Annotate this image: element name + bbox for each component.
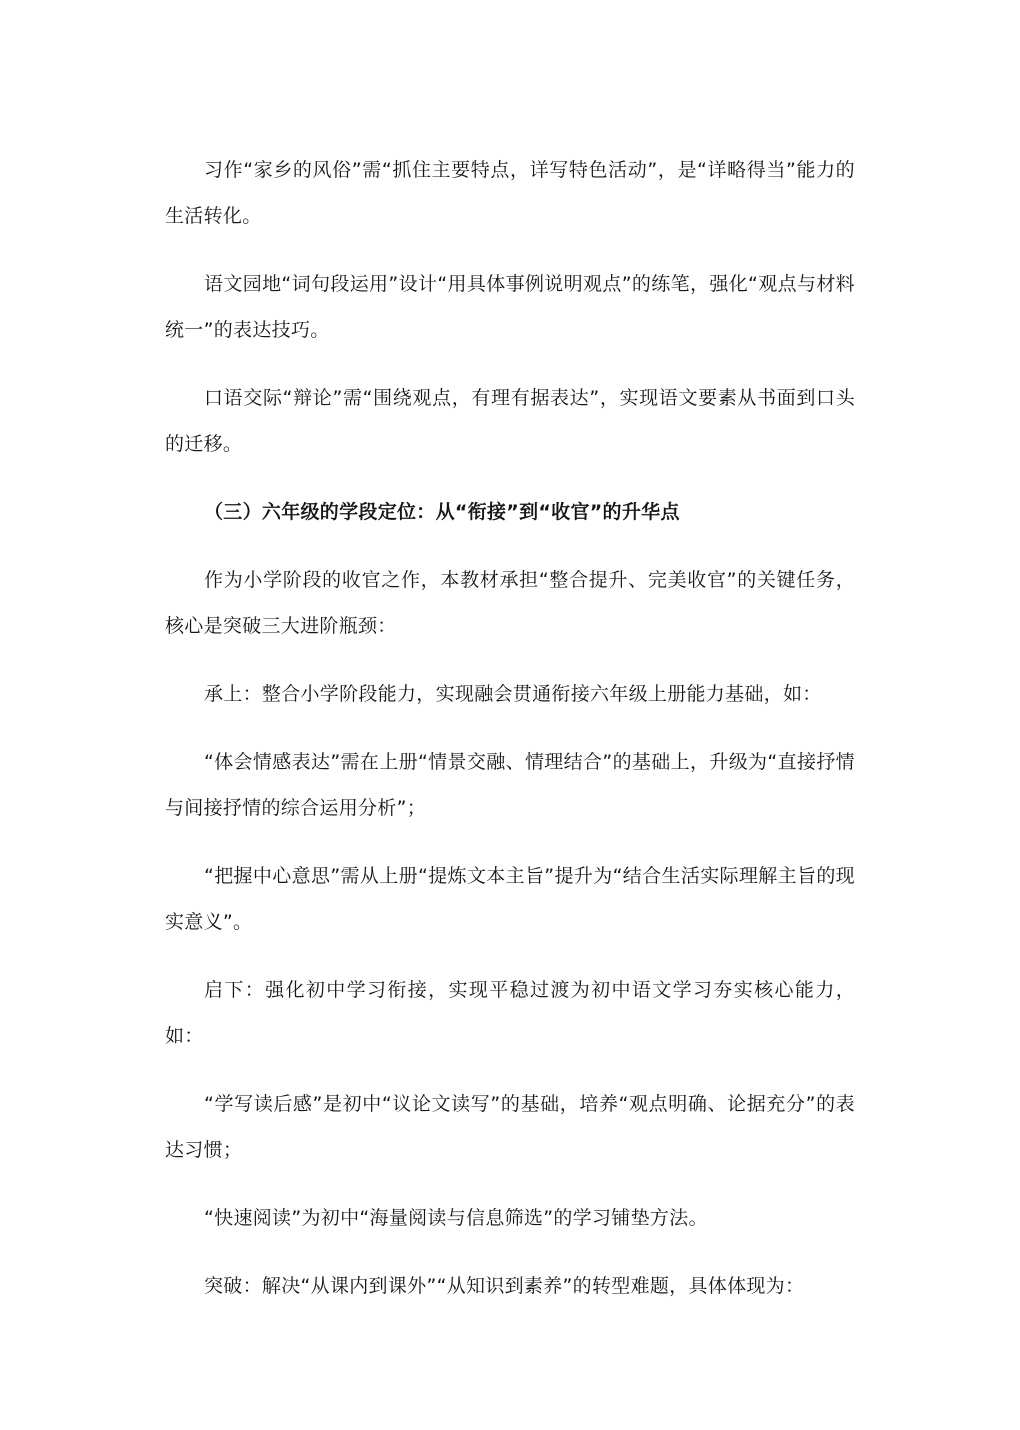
paragraph-inherit: 承上：整合小学阶段能力，实现融会贯通衔接六年级上册能力基础，如：	[204, 683, 822, 705]
paragraph-central-idea: “把握中心意思”需从上册“提炼文本主旨”提升为“结合生活实际理解主旨的现实意义”。	[165, 865, 855, 933]
paragraph-reading-response: “学写读后感”是初中“议论文读写”的基础，培养“观点明确、论据充分”的表达习惯；	[165, 1093, 855, 1161]
paragraph-fast-reading: “快速阅读”为初中“海量阅读与信息筛选”的学习铺垫方法。	[204, 1207, 708, 1229]
paragraph-custom-essay: 习作“家乡的风俗”需“抓住主要特点，详写特色活动”，是“详略得当”能力的生活转化。	[165, 159, 855, 227]
paragraph-breakthrough: 突破：解决“从课内到课外”“从知识到素养”的转型难题，具体体现为：	[204, 1275, 805, 1297]
paragraph-intro: 作为小学阶段的收官之作，本教材承担“整合提升、完美收官”的关键任务，核心是突破三大进阶瓶颈：	[165, 569, 855, 637]
paragraph-language-garden: 语文园地“词句段运用”设计“用具体事例说明观点”的练笔，强化“观点与材料统一”的表达技巧。	[165, 273, 855, 341]
section-heading: （三）六年级的学段定位：从“衔接”到“收官”的升华点	[204, 501, 680, 523]
paragraph-emotion-expression: “体会情感表达”需在上册“情景交融、情理结合”的基础上，升级为“直接抒情与间接抒情的综合运用分析”；	[165, 751, 855, 819]
paragraph-transition: 启下：强化初中学习衔接，实现平稳过渡为初中语文学习夯实核心能力，如：	[165, 979, 855, 1047]
paragraph-oral-debate: 口语交际“辩论”需“围绕观点，有理有据表达”，实现语文要素从书面到口头的迁移。	[165, 387, 855, 455]
